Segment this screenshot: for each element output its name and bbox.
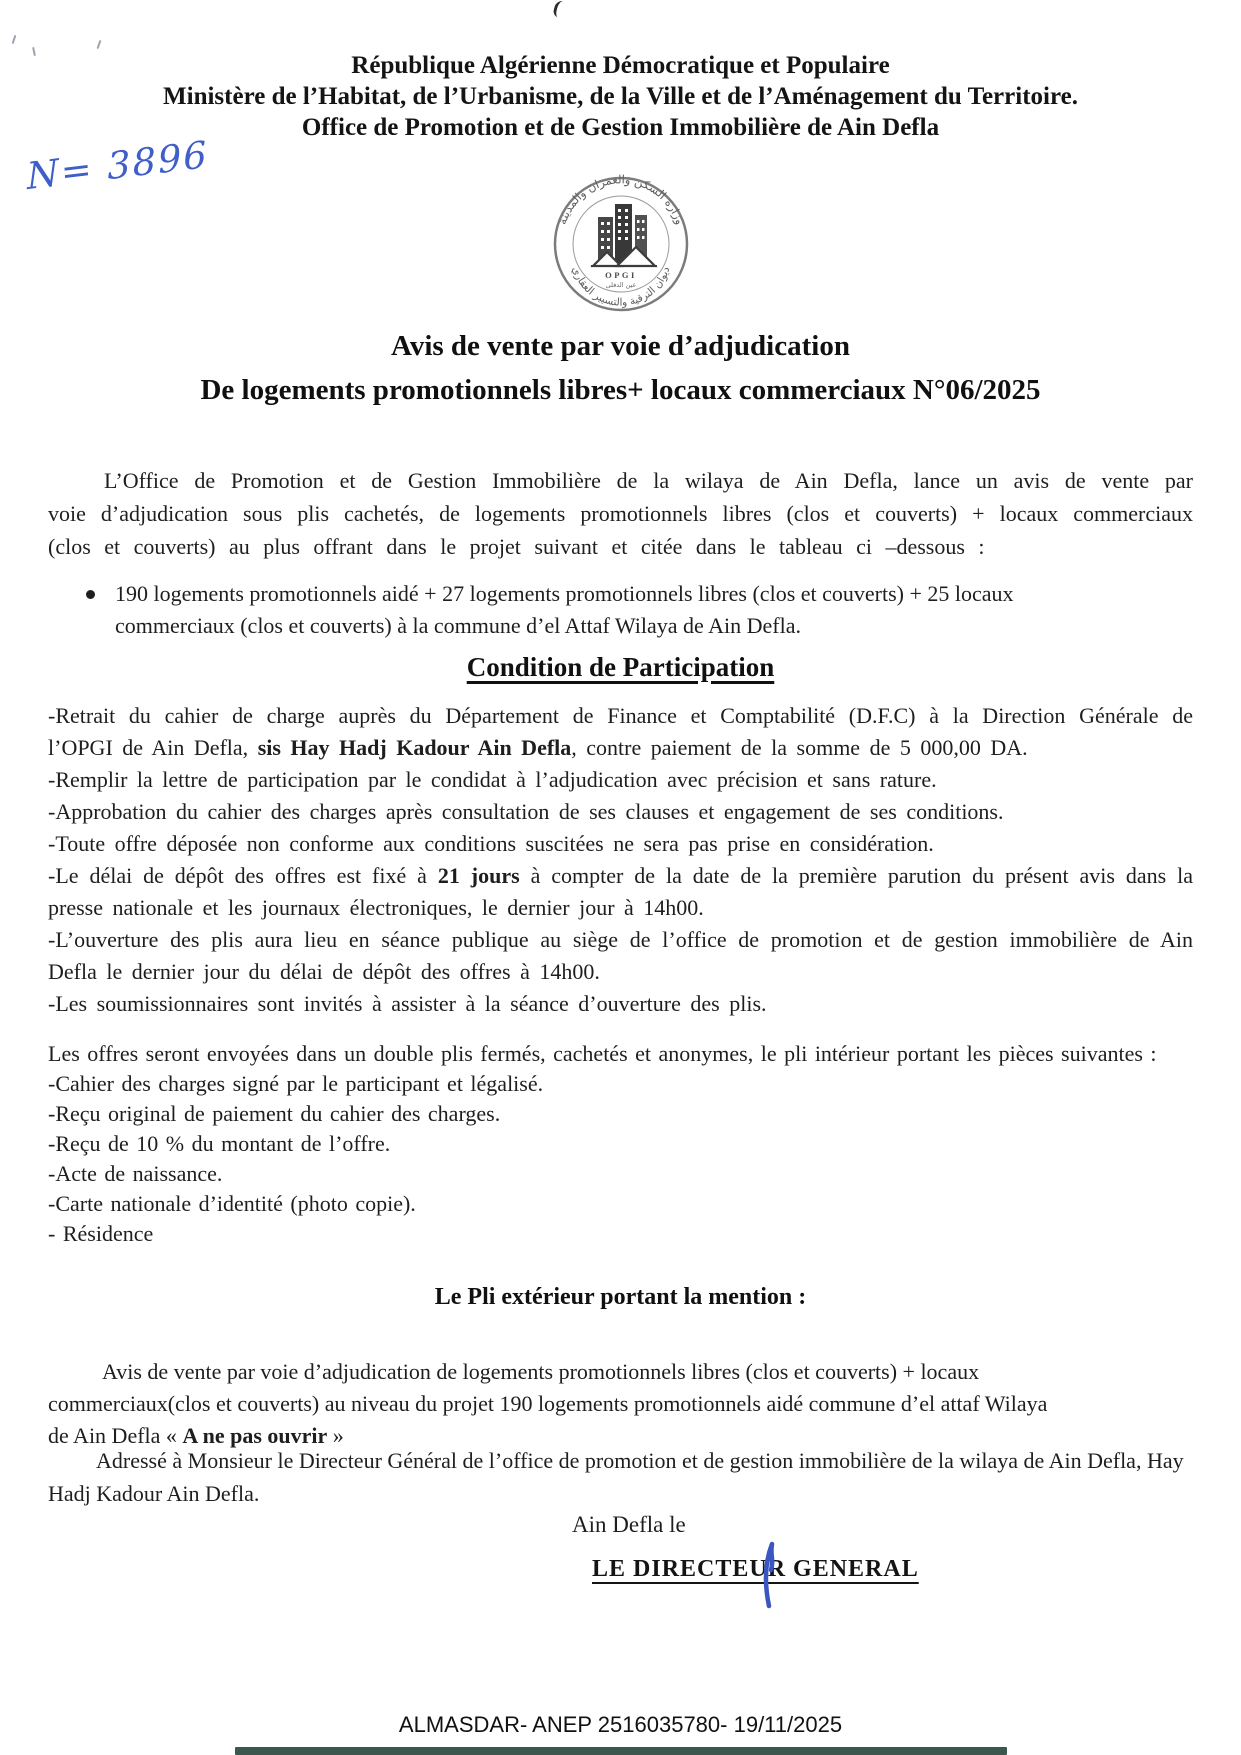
conditions-heading: Condition de Participation	[466, 652, 775, 682]
scan-artifact-tick	[12, 35, 17, 44]
opgi-seal-icon	[551, 174, 691, 314]
intro-paragraph: L’Office de Promotion et de Gestion Immobilière de la wilaya de Ain Defla, lance un avis de vente par voie d’adjudication sous plis cachetés, de logements promotionnels libres (clos et couverts) + locaux commerciaux (clos et couverts) au plus offrant dans le projet suivant et citée dans le tableau ci –dessous :	[48, 468, 1193, 559]
scan-artifact-squiggle	[552, 0, 571, 20]
svg-text:OPGI: OPGI	[604, 270, 637, 280]
bullet-dot-icon	[86, 590, 95, 599]
document-item: -Reçu de 10 % du montant de l’offre.	[48, 1131, 391, 1156]
mention-paragraph: Avis de vente par voie d’adjudication de logements promotionnels libres (clos et couverts) + locaux commerciaux(clos et couverts) au niveau du projet 190 logements promotionnels aidé commune d’el attaf Wilaya de Ain Defla « A ne pas ouvrir »	[48, 1359, 1048, 1448]
bottom-scan-bar	[235, 1747, 1007, 1755]
addressed-paragraph: Adressé à Monsieur le Directeur Général de l’office de promotion et de gestion immobilière de la wilaya de Ain Defla, Hay Hadj Kadour Ain Defla.	[48, 1448, 1184, 1506]
notice-subtitle: De logements promotionnels libres+ locaux commerciaux N°06/2025	[200, 374, 1041, 406]
pen-stroke-mark	[748, 1540, 792, 1616]
condition-item: -Le délai de dépôt des offres est fixé à 21 jours à compter de la date de la première parution du présent avis dans la presse nationale et les journaux électroniques, le dernier jour à 14h00.	[48, 863, 1193, 920]
header-office-line: Office de Promotion et de Gestion Immobilière de Ain Defla	[301, 114, 940, 141]
document-item: -Acte de naissance.	[48, 1161, 223, 1186]
condition-item: -L’ouverture des plis aura lieu en séance publique au siège de l’office de promotion et de gestion immobilière de Ain Defla le dernier jour du délai de dépôt des offres à 14h00.	[48, 927, 1193, 984]
opgi-seal-logo	[551, 174, 691, 314]
document-item: -Carte nationale d’identité (photo copie).	[48, 1191, 416, 1216]
svg-text:وزارة السكن والعمران والمدينة: وزارة السكن والعمران والمدينة	[554, 174, 687, 227]
document-item: - Résidence	[48, 1221, 154, 1246]
outer-envelope-heading: Le Pli extérieur portant la mention :	[434, 1284, 807, 1310]
envelope-section	[48, 1038, 1193, 1249]
svg-text:عين الدفلى: عين الدفلى	[605, 281, 636, 289]
scan-artifact-tick	[97, 40, 102, 49]
project-bullet-text: 190 logements promotionnels aidé + 27 logements promotionnels libres (clos et couverts) + 25 locaux commerciaux (clos et couverts) à la commune d’el Attaf Wilaya de Ain Defla.	[115, 581, 1014, 638]
condition-item: -Les soumissionnaires sont invités à assister à la séance d’ouverture des plis.	[48, 991, 767, 1016]
header-republic-line: République Algérienne Démocratique et Populaire	[351, 52, 890, 79]
publication-footer: ALMASDAR- ANEP 2516035780- 19/11/2025	[398, 1712, 843, 1737]
handwritten-reference-number: N= 3896	[25, 132, 210, 199]
place-date-line: Ain Defla le	[572, 1512, 686, 1537]
envelope-intro: Les offres seront envoyées dans un double plis fermés, cachetés et anonymes, le pli intérieur portant les pièces suivantes :	[48, 1041, 1157, 1066]
scan-artifact-tick	[32, 47, 36, 56]
header-ministry-line: Ministère de l’Habitat, de l’Urbanisme, de la Ville et de l’Aménagement du Territoire.	[163, 83, 1078, 110]
condition-item: -Approbation du cahier des charges après consultation de ses clauses et engagement de ses conditions.	[48, 799, 1004, 824]
document-header	[48, 50, 1193, 143]
required-documents-list	[48, 1069, 1193, 1249]
notice-title: Avis de vente par voie d’adjudication	[391, 330, 850, 362]
condition-item: -Retrait du cahier de charge auprès du Département de Finance et Comptabilité (D.F.C) à la Direction Générale de l’OPGI de Ain Defla, sis Hay Hadj Kadour Ain Defla, contre paiement de la somme de 5 000,00 DA.	[48, 703, 1193, 760]
conditions-list	[48, 700, 1193, 1020]
condition-item: -Toute offre déposée non conforme aux conditions suscitées ne sera pas prise en considération.	[48, 831, 934, 856]
project-bullet-item	[86, 578, 1101, 642]
svg-text:ديوان الترقية والتسيير العقاري: ديوان الترقية والتسيير العقاري	[569, 265, 672, 309]
signature-title: LE DIRECTEUR GENERAL	[592, 1556, 919, 1582]
document-item: -Cahier des charges signé par le participant et légalisé.	[48, 1071, 544, 1096]
document-item: -Reçu original de paiement du cahier des charges.	[48, 1101, 501, 1126]
condition-item: -Remplir la lettre de participation par le condidat à l’adjudication avec précision et sans rature.	[48, 767, 937, 792]
